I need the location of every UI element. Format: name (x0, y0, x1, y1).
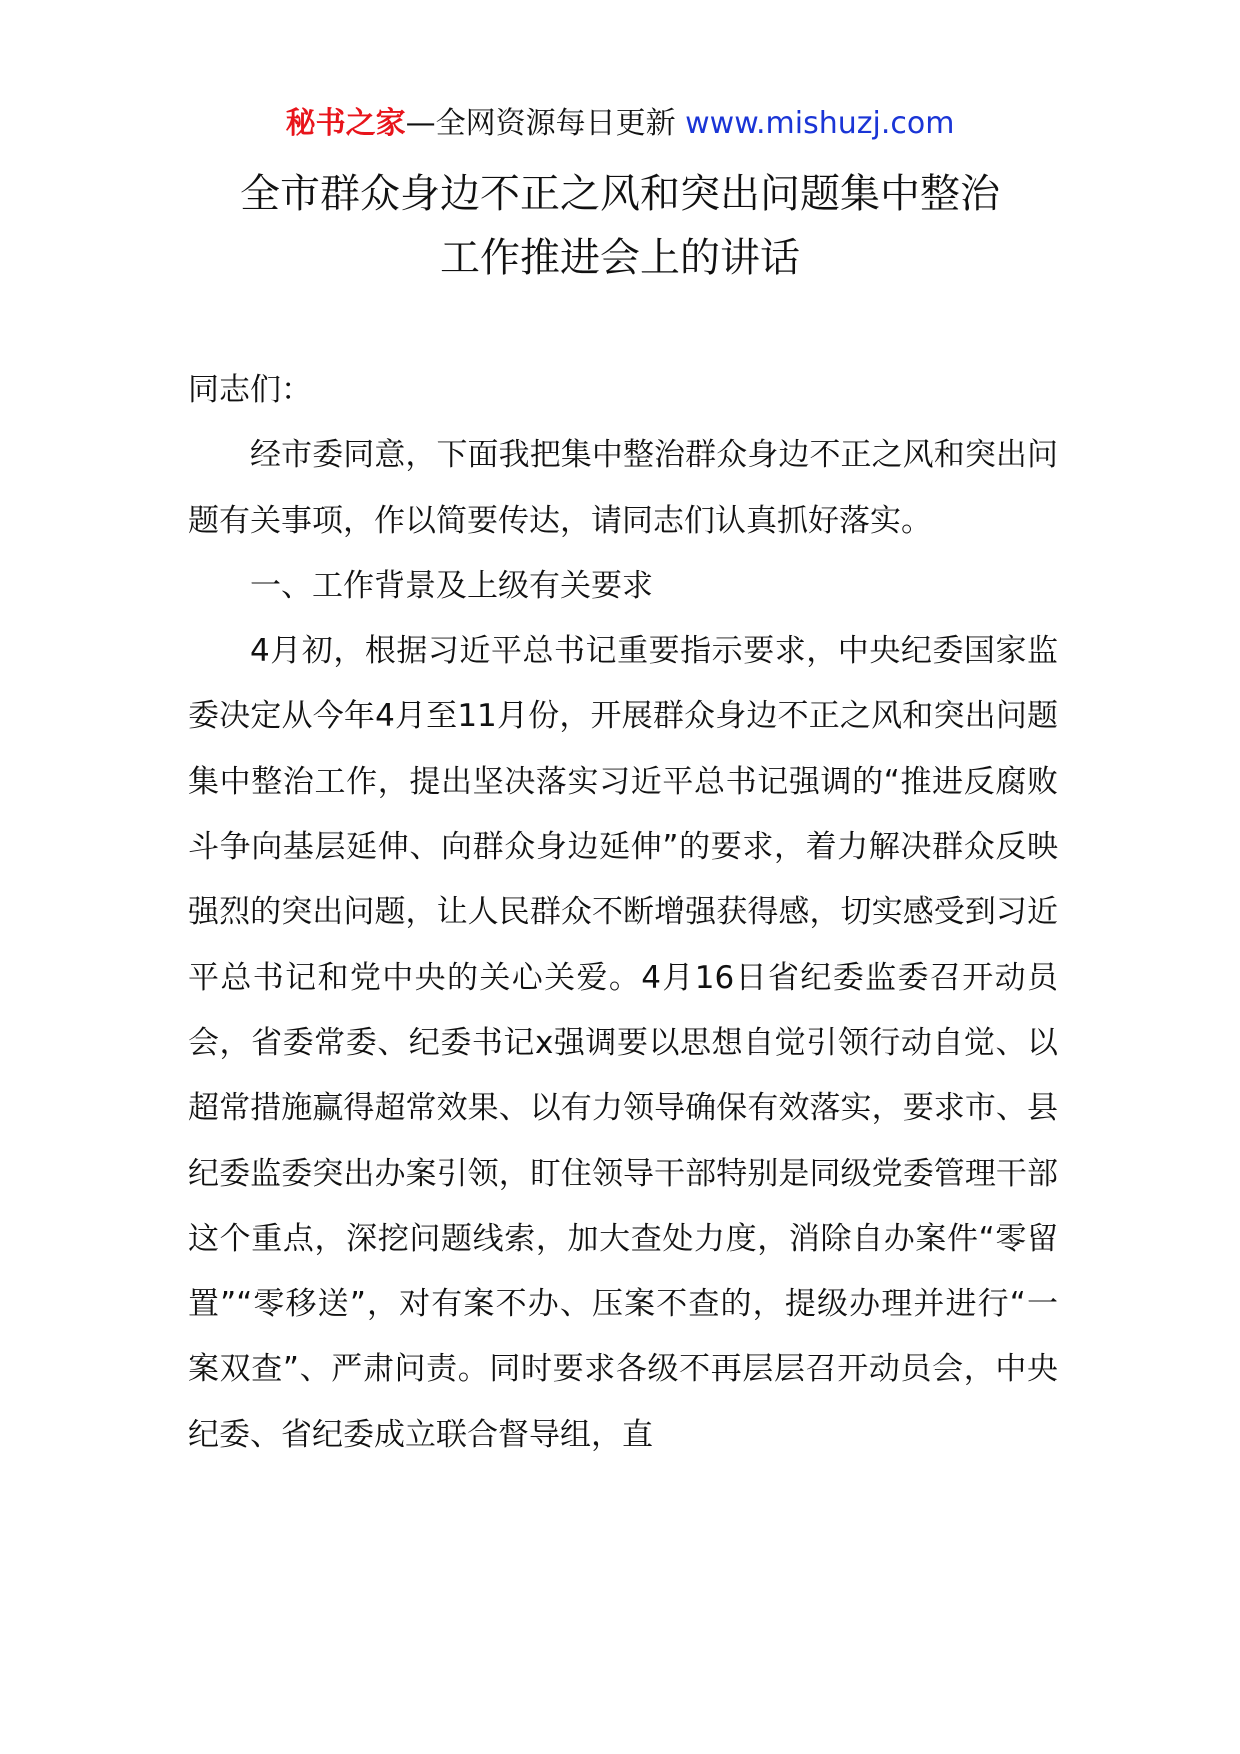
paragraph-background: 4月初，根据习近平总书记重要指示要求，中央纪委国家监委决定从今年4月至11月份，开展群众身边不正之风和突出问题集中整治工作，提出坚决落实习近平总书记强调的“推进反腐败斗争向基层延伸、向群众身边延伸”的要求，着力解决群众反映强烈的突出问题，让人民群众不断增强获得感，切实感受到习近平总书记和党中央的关心关爱。4月16日省纪委监委召开动员会，省委常委、纪委书记x强调要以思想自觉引领行动自觉、以超常措施赢得超常效果、以有力领导确保有效落实，要求市、县纪委监委突出办案引领，盯住领导干部特别是同级党委管理干部这个重点，深挖问题线索，加大查处力度，消除自办案件“零留置”“零移送”，对有案不办、压案不查的，提级办理并进行“一案双查”、严肃问责。同时要求各级不再层层召开动员会，中央纪委、省纪委成立联合督导组，直 (188, 633, 1058, 1453)
paragraph-intro: 经市委同意，下面我把集中整治群众身边不正之风和突出问题有关事项，作以简要传达，请同志们认真抓好落实。 (188, 437, 1058, 539)
header-slogan: —全网资源每日更新 (405, 106, 686, 141)
site-url-link[interactable]: www.mishuzj.com (685, 106, 955, 141)
salutation: 同志们： (188, 372, 312, 408)
document-title-line-1: 全市群众身边不正之风和突出问题集中整治 (240, 171, 1000, 217)
section-heading: 一、工作背景及上级有关要求 (250, 567, 653, 604)
document-title-line-2: 工作推进会上的讲话 (440, 235, 800, 281)
document-body (188, 358, 1058, 1468)
brand-name: 秘书之家 (285, 106, 406, 141)
watermark-header (0, 104, 1240, 144)
